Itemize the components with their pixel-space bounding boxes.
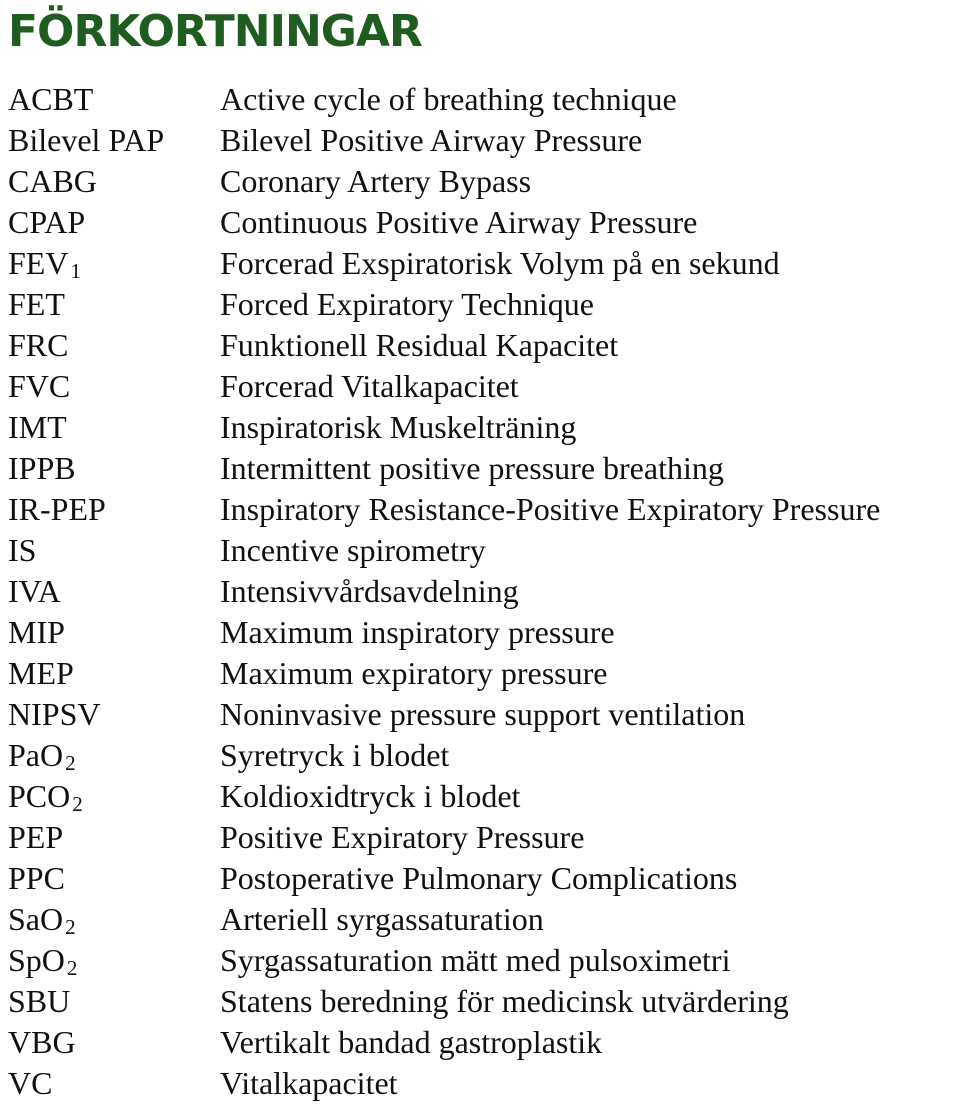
abbreviation-row (0, 940, 960, 981)
abbreviation-text: FRC (8, 327, 69, 363)
abbreviation-row (0, 776, 960, 817)
abbreviation-text: CPAP (8, 204, 86, 240)
abbreviation-term (8, 1063, 52, 1104)
abbreviation-text: VBG (8, 1024, 76, 1060)
abbreviation-term (8, 694, 100, 735)
abbreviation-text: IVA (8, 573, 61, 609)
abbreviation-definition: Funktionell Residual Kapacitet (220, 327, 619, 363)
abbreviation-row (0, 161, 960, 202)
abbreviation-text: NIPSV (8, 696, 101, 732)
abbreviation-definition: Maximum inspiratory pressure (220, 614, 615, 650)
abbreviation-text: MEP (8, 655, 74, 691)
abbreviation-term (8, 366, 70, 407)
abbreviation-definition: Bilevel Positive Airway Pressure (220, 122, 643, 158)
abbreviation-term (8, 1022, 76, 1063)
abbreviation-row (0, 202, 960, 243)
abbreviation-row (0, 407, 960, 448)
abbreviation-row (0, 243, 960, 284)
abbreviation-row (0, 694, 960, 735)
abbreviation-row (0, 735, 960, 776)
abbreviation-row (0, 981, 960, 1022)
abbreviation-definition: Coronary Artery Bypass (220, 163, 532, 199)
abbreviation-text: IS (8, 532, 37, 568)
abbreviation-term (8, 817, 63, 858)
abbreviation-text: PaO (8, 737, 64, 773)
abbreviation-definition: Maximum expiratory pressure (220, 655, 608, 691)
abbreviation-text: SaO (8, 901, 64, 937)
abbreviation-text: CABG (8, 163, 97, 199)
abbreviation-text: FVC (8, 368, 71, 404)
abbreviation-definition: Intermittent positive pressure breathing (220, 450, 724, 486)
abbreviation-row (0, 120, 960, 161)
abbreviation-term (8, 79, 93, 120)
abbreviation-definition: Active cycle of breathing technique (220, 81, 677, 117)
page-title: FÖRKORTNINGAR (8, 6, 422, 57)
abbreviation-term (8, 202, 85, 243)
abbreviation-definition: Syrgassaturation mätt med pulsoximetri (220, 942, 731, 978)
abbreviation-row (0, 817, 960, 858)
abbreviation-row (0, 858, 960, 899)
abbreviation-term (8, 448, 76, 489)
abbreviation-row (0, 1022, 960, 1063)
abbreviation-term (8, 489, 106, 530)
abbreviation-text: IR-PEP (8, 491, 106, 527)
abbreviation-definition: Inspiratory Resistance-Positive Expiratory Pressure (220, 491, 881, 527)
abbreviation-definition: Syretryck i blodet (220, 737, 450, 773)
abbreviation-text: PPC (8, 860, 65, 896)
abbreviation-definition: Inspiratorisk Muskelträning (220, 409, 577, 445)
abbreviation-term (8, 899, 76, 940)
abbreviation-term (8, 858, 65, 899)
abbreviation-text: IMT (8, 409, 67, 445)
abbreviation-text: PEP (8, 819, 64, 855)
abbreviation-definition: Intensivvårdsavdelning (220, 573, 519, 609)
abbreviation-text: FEV (8, 245, 69, 281)
abbreviation-text: SpO (8, 942, 65, 978)
abbreviation-definition: Arteriell syrgassaturation (220, 901, 544, 937)
abbreviation-subscript: 1 (70, 259, 81, 283)
abbreviation-definition: Positive Expiratory Pressure (220, 819, 585, 855)
abbreviation-text: IPPB (8, 450, 76, 486)
abbreviation-definition: Incentive spirometry (220, 532, 486, 568)
abbreviation-definition: Forcerad Vitalkapacitet (220, 368, 519, 404)
abbreviation-text: VC (8, 1065, 53, 1101)
abbreviation-definition: Noninvasive pressure support ventilation (220, 696, 746, 732)
abbreviation-text: FET (8, 286, 65, 322)
abbreviation-row (0, 899, 960, 940)
abbreviation-definition: Vitalkapacitet (220, 1065, 398, 1101)
abbreviation-term (8, 981, 70, 1022)
abbreviation-row (0, 284, 960, 325)
abbreviation-text: ACBT (8, 81, 94, 117)
abbreviation-text: MIP (8, 614, 65, 650)
abbreviation-subscript: 2 (65, 751, 76, 775)
abbreviation-subscript: 2 (72, 792, 83, 816)
abbreviation-row (0, 1063, 960, 1104)
abbreviation-definition: Forcerad Exspiratorisk Volym på en sekund (220, 245, 780, 281)
abbreviation-term (8, 612, 65, 653)
abbreviation-subscript: 2 (65, 915, 76, 939)
abbreviation-text: Bilevel PAP (8, 122, 165, 158)
abbreviation-definition: Statens beredning för medicinsk utvärdering (220, 983, 789, 1019)
abbreviation-term (8, 940, 77, 981)
abbreviation-subscript: 2 (66, 956, 78, 980)
abbreviation-row (0, 571, 960, 612)
abbreviation-definition: Vertikalt bandad gastroplastik (220, 1024, 603, 1060)
abbreviation-text: PCO (8, 778, 71, 814)
abbreviation-text: SBU (8, 983, 71, 1019)
abbreviation-list (0, 79, 960, 1104)
abbreviation-definition: Postoperative Pulmonary Complications (220, 860, 738, 896)
abbreviation-term (8, 161, 97, 202)
abbreviation-term (8, 530, 36, 571)
abbreviation-term (8, 735, 76, 776)
abbreviation-row (0, 612, 960, 653)
abbreviation-row (0, 530, 960, 571)
abbreviation-definition: Continuous Positive Airway Pressure (220, 204, 698, 240)
abbreviation-term (8, 120, 164, 161)
abbreviation-term (8, 776, 83, 817)
abbreviation-term (8, 325, 68, 366)
abbreviation-row (0, 489, 960, 530)
abbreviation-term (8, 653, 74, 694)
abbreviation-term (8, 284, 65, 325)
abbreviation-row (0, 448, 960, 489)
abbreviation-row (0, 653, 960, 694)
abbreviation-definition: Koldioxidtryck i blodet (220, 778, 521, 814)
abbreviation-definition: Forced Expiratory Technique (220, 286, 594, 322)
abbreviation-term (8, 407, 67, 448)
abbreviation-row (0, 325, 960, 366)
abbreviation-term (8, 243, 81, 284)
abbreviation-row (0, 366, 960, 407)
abbreviation-row (0, 79, 960, 120)
abbreviation-term (8, 571, 61, 612)
